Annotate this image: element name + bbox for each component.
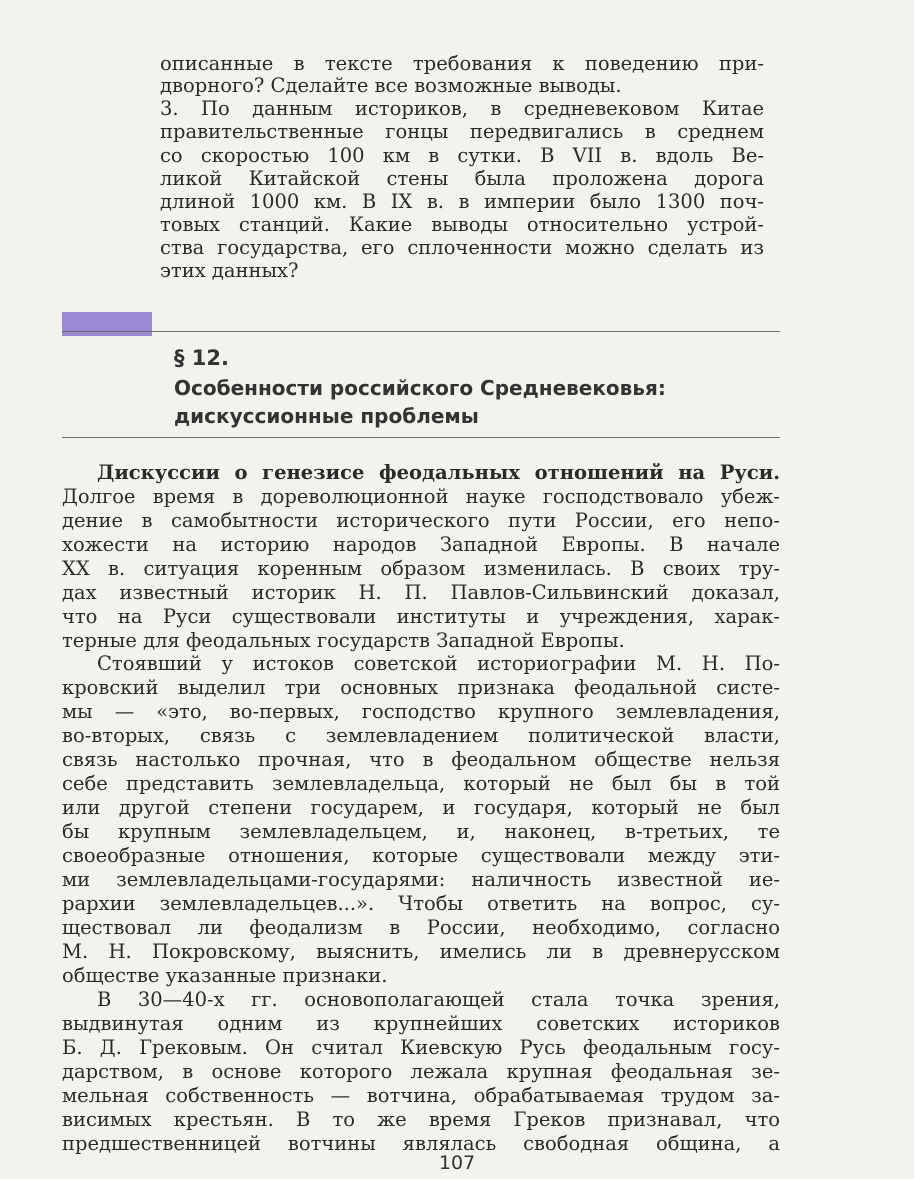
text-line: XX в. ситуация коренным образом изменилась. В своих тру- <box>62 557 780 580</box>
text-line: М. Н. Покровскому, выяснить, имелись ли в древнерусском <box>62 940 780 963</box>
section-subtitle: дискуссионные проблемы <box>174 404 479 428</box>
text-line: бы крупным землевладельцем, и, наконец, в-третьих, те <box>62 820 780 843</box>
text-line: дение в самобытности исторического пути России, его непо- <box>62 509 780 532</box>
section-title: Особенности российского Средневековья: <box>174 376 666 400</box>
text-line: В 30—40-х гг. основополагающей стала точка зрения, <box>97 988 780 1011</box>
text-line: терные для феодальных государств Западной Европы. <box>62 629 625 652</box>
question-line: описанные в тексте требования к поведению при- <box>160 52 764 75</box>
question-line: ликой Китайской стены была проложена дорога <box>160 167 764 190</box>
text-line: ми землевладельцами-государями: наличность известной ие- <box>62 868 780 891</box>
text-line: дарством, в основе которого лежала крупная феодальная зе- <box>62 1060 780 1083</box>
section-number: § 12. <box>174 346 230 370</box>
text-line: себе представить землевладельца, который не был бы в той <box>62 772 780 795</box>
text-line: кровский выделил три основных признака феодальной систе- <box>62 676 780 699</box>
section-accent-bar <box>62 312 152 336</box>
question-line: дворного? Сделайте все возможные выводы. <box>160 74 622 97</box>
section-divider-bottom <box>62 437 780 438</box>
text-line: висимых крестьян. В то же время Греков признавал, что <box>62 1108 780 1131</box>
question-line: правительственные гонцы передвигались в среднем <box>160 120 764 143</box>
question-line: ства государства, его сплоченности можно сделать из <box>160 236 764 259</box>
paragraph-heading: Дискуссии о генезисе феодальных отношений на Руси. <box>97 461 780 484</box>
text-line: что на Руси существовали институты и учреждения, харак- <box>62 605 780 628</box>
question-line: 3. По данным историков, в средневековом Китае <box>160 97 764 120</box>
text-line: предшественницей вотчины являлась свободная община, а <box>62 1132 780 1155</box>
text-line: хожести на историю народов Западной Европы. В начале <box>62 533 780 556</box>
question-line: со скоростью 100 км в сутки. В VII в. вдоль Ве- <box>160 144 764 167</box>
text-line: дах известный историк Н. П. Павлов-Сильвинский доказал, <box>62 581 780 604</box>
question-line: длиной 1000 км. В IX в. в империи было 1300 поч- <box>160 190 764 213</box>
page-number: 107 <box>438 1152 476 1174</box>
text-line: обществе указанные признаки. <box>62 964 388 987</box>
text-line: или другой степени государем, и государя, который не был <box>62 796 780 819</box>
text-line: рархии землевладельцев...». Чтобы ответить на вопрос, су- <box>62 892 780 915</box>
text-line: связь настолько прочная, что в феодальном обществе нельзя <box>62 748 780 771</box>
text-line: выдвинутая одним из крупнейших советских историков <box>62 1012 780 1035</box>
text-line: мельная собственность — вотчина, обрабатываемая трудом за- <box>62 1084 780 1107</box>
text-line: Стоявший у истоков советской историографии М. Н. По- <box>97 652 780 675</box>
text-line: Б. Д. Грековым. Он считал Киевскую Русь феодальным госу- <box>62 1036 780 1059</box>
text-line: Долгое время в дореволюционной науке господствовало убеж- <box>62 485 780 508</box>
text-line: во-вторых, связь с землевладением политической власти, <box>62 724 780 747</box>
text-line: мы — «это, во-первых, господство крупного землевладения, <box>62 700 780 723</box>
question-line: этих данных? <box>160 259 299 282</box>
text-line: своеобразные отношения, которые существовали между эти- <box>62 844 780 867</box>
section-divider-top <box>62 331 780 332</box>
question-line: товых станций. Какие выводы относительно устрой- <box>160 213 764 236</box>
text-line: ществовал ли феодализм в России, необходимо, согласно <box>62 916 780 939</box>
